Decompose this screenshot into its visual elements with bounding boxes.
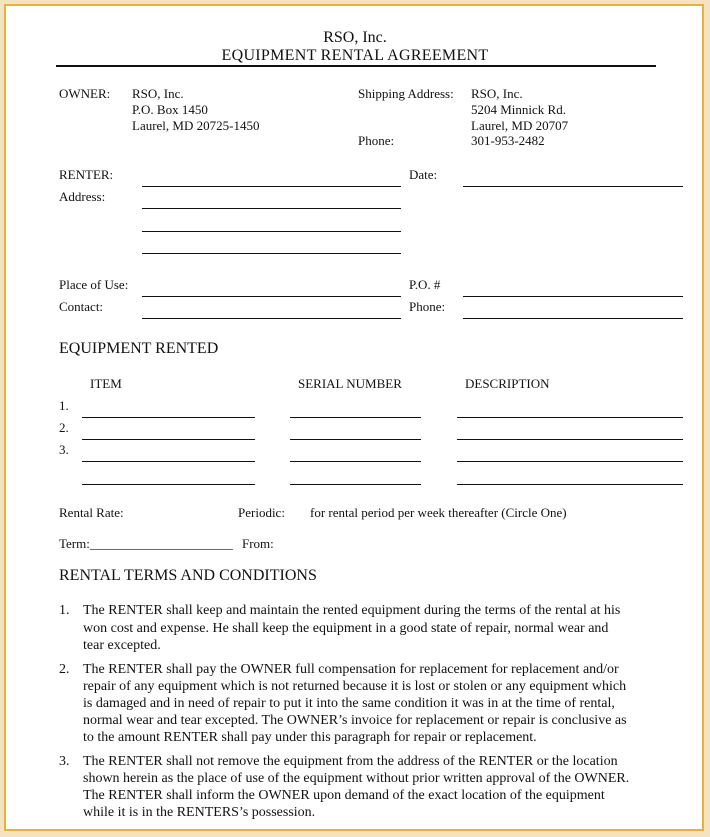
term-1-number: 1. [59,603,70,618]
term-3-line-4: while it is in the RENTERS’s possession. [83,805,316,820]
document-title: EQUIPMENT RENTAL AGREEMENT [221,47,489,64]
term-1-line-2: won cost and expense. He shall keep the equipment in a good state of repair, normal wear and [83,621,609,636]
term-3-line-1: The RENTER shall not remove the equipment from the address of the RENTER or the location [83,754,618,769]
contact-label: Contact: [59,299,104,314]
item-field-2[interactable] [82,439,255,440]
place-of-use-label: Place of Use: [59,277,129,292]
address-field-line-1[interactable] [142,208,401,209]
shipping-label: Shipping Address: [358,86,454,101]
col-description: DESCRIPTION [465,376,550,391]
equipment-heading: EQUIPMENT RENTED [59,340,219,357]
periodic-text: for rental period per week thereafter (Circle One) [310,505,567,520]
row-number-1: 1. [59,398,69,413]
po-field[interactable] [463,296,683,297]
renter-phone-field[interactable] [463,318,683,319]
terms-heading: RENTAL TERMS AND CONDITIONS [59,567,317,584]
address-field-line-2[interactable] [142,231,401,232]
date-label: Date: [409,167,438,182]
renter-phone-label: Phone: [409,299,446,314]
serial-field-3[interactable] [290,461,421,462]
owner-label: OWNER: [59,86,111,101]
term-1-line-3: tear excepted. [83,638,161,653]
term-2-line-2: repair of any equipment which is not returned because it is lost or stolen or any equipment which [83,679,627,694]
term-2-number: 2. [59,662,70,677]
item-field-3[interactable] [82,461,255,462]
shipping-line-3: Laurel, MD 20707 [471,118,569,133]
term-2-line-4: normal wear and tear excepted. The OWNER’s invoice for replacement or repair is conclusive as [83,713,627,728]
shipping-line-1: RSO, Inc. [471,86,523,101]
description-field-4[interactable] [457,484,683,485]
serial-field-2[interactable] [290,439,421,440]
from-label: From: [242,536,274,551]
address-label: Address: [59,189,106,204]
item-field-4[interactable] [82,484,255,485]
po-label: P.O. # [409,277,441,292]
term-label: Term:______________________ [59,536,233,551]
renter-field[interactable] [142,186,401,187]
col-serial: SERIAL NUMBER [298,376,402,391]
shipping-phone-label: Phone: [358,133,395,148]
description-field-3[interactable] [457,461,683,462]
contact-field[interactable] [142,318,401,319]
row-number-3: 3. [59,442,69,457]
address-field-line-3[interactable] [142,253,401,254]
term-3-line-2: shown herein as the place of use of the equipment without prior written approval of the OWNER. [83,771,630,786]
description-field-1[interactable] [457,417,683,418]
renter-label: RENTER: [59,167,114,182]
item-field-1[interactable] [82,417,255,418]
periodic-label: Periodic: [238,505,285,520]
owner-line-2: P.O. Box 1450 [132,102,208,117]
term-1-line-1: The RENTER shall keep and maintain the rented equipment during the terms of the rental at his [83,603,621,618]
place-of-use-field[interactable] [142,296,401,297]
term-3-line-3: The RENTER shall inform the OWNER upon demand of the exact location of the equipment [83,788,605,803]
term-2-line-1: The RENTER shall pay the OWNER full compensation for replacement for replacement and/or [83,662,619,677]
date-field[interactable] [463,186,683,187]
term-3-number: 3. [59,754,70,769]
owner-line-1: RSO, Inc. [132,86,184,101]
description-field-2[interactable] [457,439,683,440]
serial-field-1[interactable] [290,417,421,418]
term-2-line-5: to the amount RENTER shall pay under this paragraph for repair or replacement. [83,730,537,745]
title-rule [56,65,656,67]
shipping-line-2: 5204 Minnick Rd. [471,102,566,117]
shipping-phone: 301-953-2482 [471,133,545,148]
rental-rate-label: Rental Rate: [59,505,124,520]
row-number-2: 2. [59,420,69,435]
company-name: RSO, Inc. [323,29,387,46]
term-2-line-3: is damaged and in need of repair to put it into the same condition it was in at the time of rental, [83,696,615,711]
col-item: ITEM [90,376,122,391]
serial-field-4[interactable] [290,484,421,485]
owner-line-3: Laurel, MD 20725-1450 [132,118,260,133]
